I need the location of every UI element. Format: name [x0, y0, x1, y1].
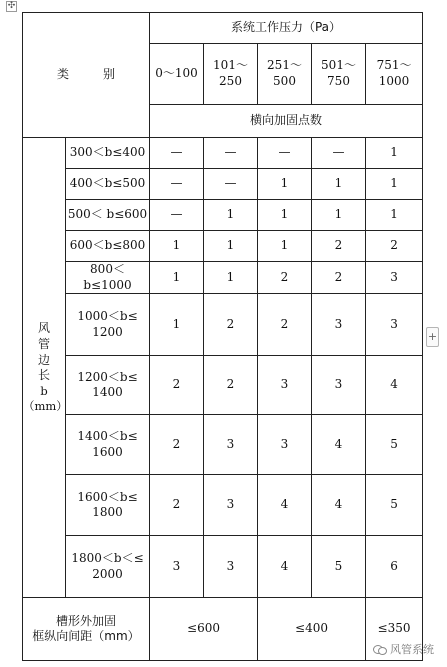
point-count-cell: 5	[366, 415, 423, 475]
size-range-line: 1000＜b≤	[77, 309, 138, 324]
pressure-range-cell	[204, 44, 258, 105]
side-label-char: 管	[37, 337, 50, 352]
points-header: 横向加固点数	[150, 105, 423, 138]
point-count-cell: 1	[150, 262, 204, 294]
size-range-line: 1400	[92, 385, 123, 400]
pressure-range-line: 251～	[267, 58, 302, 73]
pressure-range-line: 500	[273, 74, 296, 88]
pressure-range-line: 501～	[321, 58, 356, 73]
side-label-char: 长	[37, 368, 50, 383]
point-count-cell: 2	[150, 356, 204, 415]
point-count-cell: 1	[258, 231, 312, 262]
footer-label-line-1: 槽形外加固	[55, 613, 116, 628]
reinforcement-table	[22, 12, 423, 661]
point-count-cell: 3	[366, 294, 423, 356]
size-range-line: 800＜b≤1000	[83, 262, 132, 292]
size-range-line: 1400＜b≤	[77, 429, 138, 444]
side-label-char: 风	[37, 321, 50, 336]
point-count-cell: 2	[258, 294, 312, 356]
pressure-header: 系统工作压力（Pa）	[150, 13, 423, 44]
size-range-line: 500＜ b≤600	[67, 207, 148, 222]
category-label-char-1: 类	[56, 67, 69, 82]
size-range-cell	[66, 169, 150, 200]
footer-value-high: ≤350	[366, 598, 423, 661]
point-count-cell: 1	[312, 169, 366, 200]
size-range-line: 1200＜b≤	[77, 369, 138, 384]
point-count-cell: 1	[366, 200, 423, 231]
point-count-cell: 4	[312, 415, 366, 475]
point-count-cell: 2	[150, 475, 204, 536]
point-count-cell: 1	[366, 169, 423, 200]
point-count-cell: 3	[312, 356, 366, 415]
size-range-line: 1600	[92, 444, 123, 459]
add-column-icon[interactable]: +	[426, 327, 439, 347]
point-count-cell: 2	[312, 262, 366, 294]
point-count-cell: 1	[258, 169, 312, 200]
point-count-cell: 1	[204, 262, 258, 294]
point-count-cell: 3	[258, 356, 312, 415]
point-count-cell: 3	[204, 536, 258, 598]
table-row	[23, 200, 423, 231]
size-range-line: 2000	[92, 566, 123, 581]
point-count-cell: 5	[312, 536, 366, 598]
point-count-cell: 2	[204, 356, 258, 415]
pressure-range-line: 750	[327, 74, 350, 88]
point-count-cell: 3	[204, 475, 258, 536]
point-count-cell: 1	[150, 231, 204, 262]
point-count-cell: 1	[204, 200, 258, 231]
watermark	[373, 641, 434, 657]
size-range-line: 1200	[92, 324, 123, 339]
point-count-cell: —	[150, 169, 204, 200]
table-row	[23, 475, 423, 536]
table-move-handle-icon[interactable]: ✣	[7, 1, 16, 11]
pressure-range-cell	[366, 44, 423, 105]
footer-label	[23, 598, 150, 661]
size-range-cell	[66, 200, 150, 231]
size-range-cell	[66, 536, 150, 598]
pressure-range-cell	[312, 44, 366, 105]
size-range-line: 1800	[92, 505, 123, 520]
size-range-cell	[66, 262, 150, 294]
point-count-cell: —	[150, 200, 204, 231]
watermark-text: 风管系统	[390, 643, 434, 656]
point-count-cell: 2	[366, 231, 423, 262]
point-count-cell: 3	[258, 415, 312, 475]
size-range-line: 400＜b≤500	[69, 176, 146, 191]
point-count-cell: —	[204, 169, 258, 200]
category-header	[23, 13, 150, 138]
point-count-cell: 1	[150, 294, 204, 356]
size-range-cell	[66, 415, 150, 475]
pressure-range-line: 250	[219, 74, 242, 88]
point-count-cell: 6	[366, 536, 423, 598]
size-range-cell	[66, 231, 150, 262]
side-label-char: b	[40, 383, 48, 398]
pressure-range-cell	[258, 44, 312, 105]
point-count-cell: 1	[312, 200, 366, 231]
pressure-range-line: 1000	[378, 74, 410, 88]
point-count-cell: 3	[312, 294, 366, 356]
size-range-cell	[66, 356, 150, 415]
table-row	[23, 262, 423, 294]
point-count-cell: 3	[150, 536, 204, 598]
point-count-cell: 3	[204, 415, 258, 475]
point-count-cell: 3	[366, 262, 423, 294]
table-row	[23, 231, 423, 262]
point-count-cell: 4	[258, 475, 312, 536]
pressure-range-cell	[150, 44, 204, 105]
point-count-cell: 4	[366, 356, 423, 415]
duct-side-length-label	[23, 138, 66, 598]
point-count-cell: 1	[258, 200, 312, 231]
size-range-line: 1600＜b≤	[77, 489, 138, 504]
point-count-cell: —	[204, 138, 258, 169]
pressure-range-line: 751～	[376, 58, 412, 73]
footer-row	[23, 598, 423, 661]
size-range-line: 600＜b≤800	[69, 238, 146, 253]
point-count-cell: 1	[366, 138, 423, 169]
size-range-line: 1800＜b＜≤	[71, 551, 144, 566]
point-count-cell: —	[312, 138, 366, 169]
point-count-cell: 4	[312, 475, 366, 536]
size-range-cell	[66, 138, 150, 169]
footer-value-low: ≤600	[150, 598, 258, 661]
side-label-char: 边	[37, 352, 50, 367]
size-range-cell	[66, 475, 150, 536]
table-row	[23, 536, 423, 598]
footer-label-line-2: 框纵向间距（mm）	[32, 629, 140, 644]
wechat-icon	[373, 644, 387, 655]
size-range-cell	[66, 294, 150, 356]
table-row	[23, 356, 423, 415]
point-count-cell: —	[150, 138, 204, 169]
point-count-cell: —	[258, 138, 312, 169]
table-row	[23, 169, 423, 200]
pressure-range-line: 0～100	[155, 66, 198, 81]
table-row	[23, 415, 423, 475]
side-label-char: （mm）	[23, 398, 68, 413]
point-count-cell: 1	[204, 231, 258, 262]
point-count-cell: 2	[312, 231, 366, 262]
point-count-cell: 2	[258, 262, 312, 294]
point-count-cell: 2	[150, 415, 204, 475]
table-row	[23, 138, 423, 169]
point-count-cell: 5	[366, 475, 423, 536]
table-row	[23, 294, 423, 356]
size-range-line: 300＜b≤400	[69, 145, 146, 160]
category-label-char-2: 别	[103, 67, 116, 82]
footer-value-mid: ≤400	[258, 598, 366, 661]
point-count-cell: 4	[258, 536, 312, 598]
point-count-cell: 2	[204, 294, 258, 356]
pressure-range-line: 101～	[213, 58, 248, 73]
